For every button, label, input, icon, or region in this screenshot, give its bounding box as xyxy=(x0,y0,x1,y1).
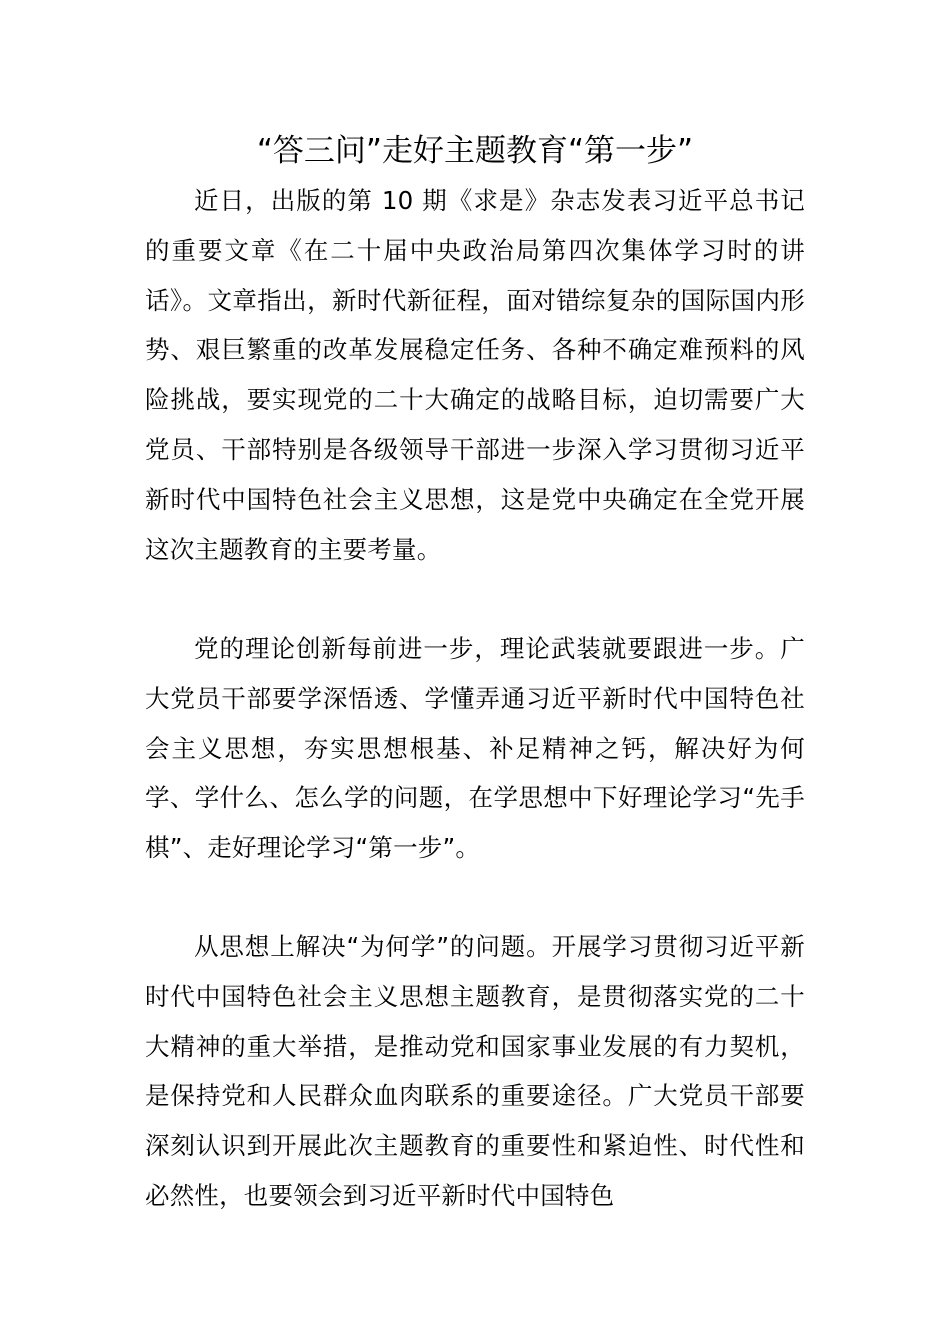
paragraph-3: 从思想上解决“为何学”的问题。开展学习贯彻习近平新时代中国特色社会主义思想主题教育，是贯彻落实党的二十大精神的重大举措，是推动党和国家事业发展的有力契机，是保持党和人民群众血肉联系的重要途径。广大党员干部要深刻认识到开展此次主题教育的重要性和紧迫性、时代性和必然性，也要领会到习近平新时代中国特色 xyxy=(145,932,805,1210)
document-title: “答三问”走好主题教育“第一步” xyxy=(256,133,694,169)
paragraph-2: 党的理论创新每前进一步，理论武装就要跟进一步。广大党员干部要学深悟透、学懂弄通习近平新时代中国特色社会主义思想，夯实思想根基、补足精神之钙，解决好为何学、学什么、怎么学的问题，在学思想中下好理论学习“先手棋”、走好理论学习“第一步”。 xyxy=(145,634,805,863)
paragraph-1: 近日，出版的第 10 期《求是》杂志发表习近平总书记的重要文章《在二十届中央政治局第四次集体学习时的讲话》。文章指出，新时代新征程，面对错综复杂的国际国内形势、艰巨繁重的改革发展稳定任务、各种不确定难预料的风险挑战，要实现党的二十大确定的战略目标，迫切需要广大党员、干部特别是各级领导干部进一步深入学习贯彻习近平新时代中国特色社会主义思想，这是党中央确定在全党开展这次主题教育的主要考量。 xyxy=(145,186,805,564)
